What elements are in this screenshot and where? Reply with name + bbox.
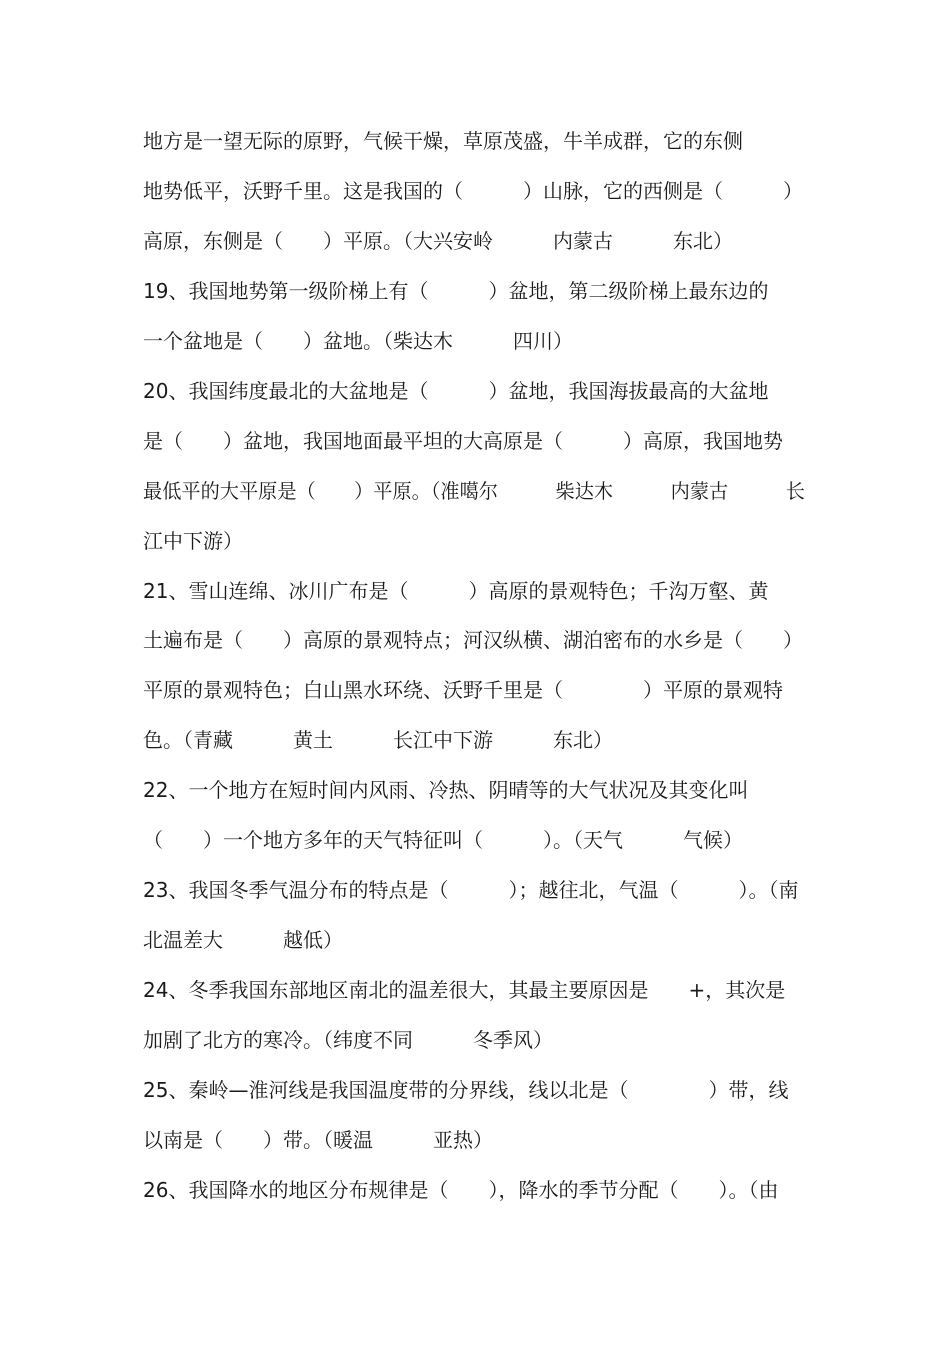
text-line: 平原的景观特色；白山黑水环绕、沃野千里是（ ）平原的景观特 (143, 678, 783, 702)
question-24: 24、冬季我国东部地区南北的温差很大，其最主要原因是 +，其次是 (143, 978, 786, 1002)
text-line: 加剧了北方的寒冷。（纬度不同 冬季风） (143, 1028, 553, 1052)
question-21: 21、雪山连绵、冰川广布是（ ）高原的景观特色；千沟万壑、黄 (143, 579, 769, 603)
text-line: 地势低平，沃野千里。这是我国的（ ）山脉，它的西侧是（ ） (143, 179, 803, 203)
text-line: （ ）一个地方多年的天气特征叫（ ）。（天气 气候） (143, 828, 743, 852)
text-line: 一个盆地是（ ）盆地。（柴达木 四川） (143, 329, 573, 353)
text-line: 高原，东侧是（ ）平原。（大兴安岭 内蒙古 东北） (143, 229, 733, 253)
text-line: 色。（青藏 黄土 长江中下游 东北） (143, 728, 613, 752)
text-line: 北温差大 越低） (143, 928, 343, 952)
question-22: 22、一个地方在短时间内风雨、冷热、阴晴等的大气状况及其变化叫 (143, 778, 749, 802)
text-line: 是（ ）盆地，我国地面最平坦的大高原是（ ）高原，我国地势 (143, 429, 783, 453)
question-23: 23、我国冬季气温分布的特点是（ ）；越往北，气温（ ）。（南 (143, 878, 799, 902)
text-line: 以南是（ ）带。（暖温 亚热） (143, 1128, 493, 1152)
text-line: 土遍布是（ ）高原的景观特点；河汉纵横、湖泊密布的水乡是（ ） (143, 628, 803, 652)
text-line: 最低平的大平原是（ ）平原。（准噶尔 柴达木 内蒙古 长 (143, 479, 805, 503)
question-19: 19、我国地势第一级阶梯上有（ ）盆地，第二级阶梯上最东边的 (143, 279, 769, 303)
question-26: 26、我国降水的地区分布规律是（ ），降水的季节分配（ ）。（由 (143, 1178, 779, 1202)
text-line: 江中下游） (143, 529, 243, 553)
question-25: 25、秦岭—淮河线是我国温度带的分界线，线以北是（ ）带，线 (143, 1078, 789, 1102)
question-20: 20、我国纬度最北的大盆地是（ ）盆地，我国海拔最高的大盆地 (143, 379, 769, 403)
text-line: 地方是一望无际的原野，气候干燥，草原茂盛，牛羊成群，它的东侧 (143, 129, 743, 153)
